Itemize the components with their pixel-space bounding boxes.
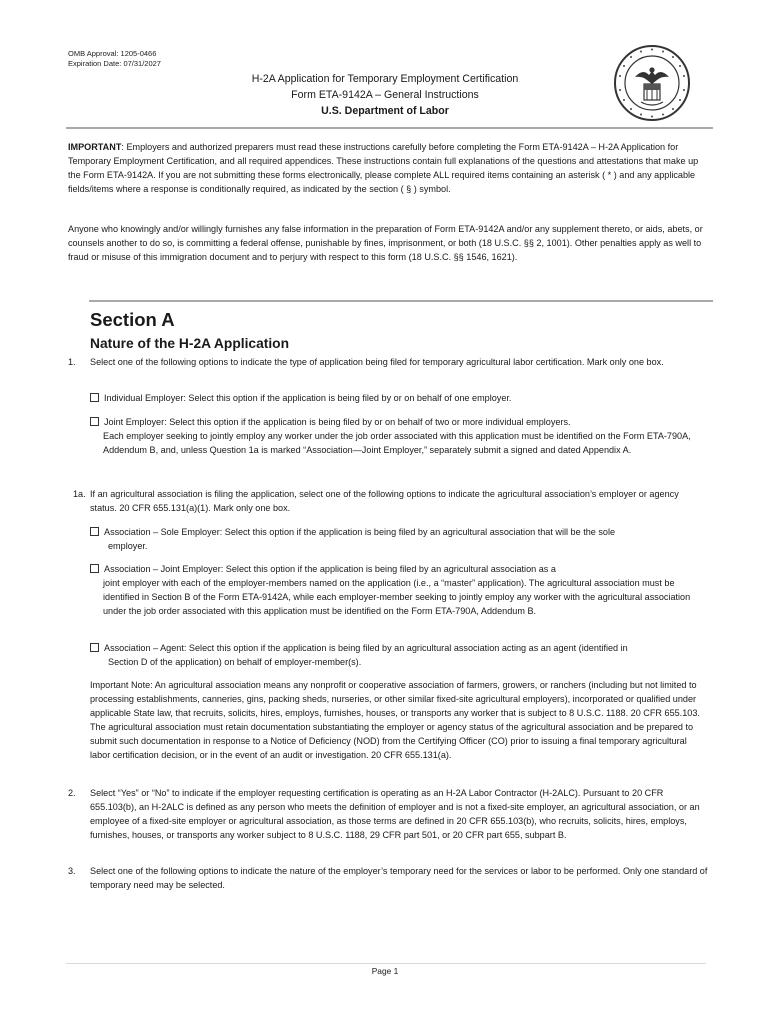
option-description: joint employer with each of the employer-members named on the application (i.e., a “master” application). The agricultural association must be identified in Section B of the Form ETA-9142A, while each employer-member seeking to jointly employ any worker with the agricultural association under the job order associated with this application must be identified on the Form ETA-790A, Addendum B. — [103, 578, 691, 616]
important-notice — [68, 140, 706, 196]
question-3-number: 3. — [68, 866, 76, 876]
checkbox-individual-employer[interactable] — [90, 393, 99, 402]
question-2-text: Select “Yes” or “No” to indicate if the employer requesting certification is operating as an H-2A Labor Contractor (H-2ALC). Pursuant to 20 CFR 655.103(b), an H-2ALC is defined as any person who meets the definition of employer and is not a fixed-site employer, an agricultural association, or an employee of a fixed-site employer or agricultural association, as those terms are defined in 20 CFR 655.103(b), who recruits, solicits, hires, employs, furnishes, houses, or transports any worker subject to 8 U.S.C. 1188, 29 CFR part 501, or 20 CFR part 655, subpart B. — [90, 788, 700, 840]
question-1-text: Select one of the following options to indicate the type of application being filed for temporary agricultural labor certification. Mark only one box. — [90, 357, 664, 367]
option-association-sole-employer[interactable] — [90, 525, 708, 553]
question-1a-text: If an agricultural association is filing the application, select one of the following options to indicate the agricultural association’s employer or agency status. 20 CFR 655.131(a)(1). Mark only one box. — [90, 489, 679, 513]
question-1a-number: 1a. — [73, 489, 86, 499]
omb-info — [68, 49, 161, 69]
important-label: IMPORTANT — [68, 142, 122, 152]
important-note: Important Note: An agricultural association means any nonprofit or cooperative association of farmers, growers, or ranchers (including but not limited to processing establishments, canneries, gins, packing sheds, nurseries, or other similar fixed-site agricultural employers), incorporated or qualified under applicable State law, that recruits, solicits, hires, employs, furnishes, houses, or transports any worker that is subject to 8 U.S.C. 1188. 20 CFR 655.103. The agricultural association must retain documentation substantiating the employer or agency status of the agricultural association and be prepared to submit such documentation in response to a Notice of Deficiency (NOD) from the Certifying Officer (CO) prior to issuing a final temporary agricultural labor certification decision, or in the event of an audit or investigation. 20 CFR 655.131(a). — [90, 680, 700, 760]
checkbox-joint-employer[interactable] — [90, 417, 99, 426]
option-association-joint-employer[interactable] — [90, 562, 708, 618]
option-label: Association – Joint Employer: Select this option if the application is being filed by an agricultural association as a — [104, 564, 556, 574]
form-title: H-2A Application for Temporary Employment Certification — [251, 73, 519, 85]
section-subtitle: Nature of the H-2A Application — [90, 336, 290, 351]
option-label: Joint Employer: Select this option if the application is being filed by or on behalf of two or more individual employers. — [104, 417, 571, 427]
header-divider — [66, 127, 713, 129]
important-text: : Employers and authorized preparers must read these instructions carefully before completing the Form ETA-9142A – H-2A Application for Temporary Employment Certification, and all required appendices. These instructions contain full explanations of the questions and attestations that make up the Form ETA-9142A. If you are not submitting these forms electronically, please complete ALL required items containing an asterisk ( * ) and any applicable fields/items where a response is conditionally required, as indicated by the section ( § ) symbol. — [68, 142, 699, 194]
penalty-notice: Anyone who knowingly and/or willingly furnishes any false information in the preparation of Form ETA-9142A and/or any supplement thereto, or aids, abets, or counsels another to do so, is committing a federal offense, punishable by fines, imprisonment, or both (18 U.S.C. §§ 2, 1001). Other penalties apply as well to fraud or misuse of this immigration document and to perjury with respect to this form (18 U.S.C. §§ 1546, 1621). — [68, 224, 703, 262]
form-subtitle: Form ETA-9142A – General Instructions — [291, 89, 479, 101]
option-description: Each employer seeking to jointly employ any worker under the job order associated with this application must be identified on the Form ETA-790A, Addendum B, and, unless Question 1a is marked “Association—Joint Employer,” separately submit a signed and dated Appendix A. — [103, 431, 691, 455]
option-individual-employer[interactable] — [90, 391, 708, 405]
document-title — [160, 71, 610, 119]
section-title: Section A — [90, 309, 175, 330]
footer-divider — [66, 963, 706, 964]
option-joint-employer[interactable] — [90, 415, 708, 457]
option-label: Association – Agent: Select this option if the application is being filed by an agricultural association acting as an agent (identified in — [104, 643, 628, 653]
question-2-number: 2. — [68, 788, 76, 798]
expiration-date: Expiration Date: 07/31/2027 — [68, 59, 161, 68]
option-description: Section D of the application) on behalf of employer-member(s). — [108, 657, 362, 667]
checkbox-association-joint-employer[interactable] — [90, 564, 99, 573]
question-3-text: Select one of the following options to indicate the nature of the employer’s temporary need for the services or labor to be performed. Only one standard of temporary need may be selected. — [90, 866, 708, 890]
option-label: Individual Employer: Select this option if the application is being filed by or on behalf of one employer. — [104, 393, 512, 403]
omb-approval-number: OMB Approval: 1205-0466 — [68, 49, 157, 58]
option-description: employer. — [108, 541, 148, 551]
checkbox-association-sole-employer[interactable] — [90, 527, 99, 536]
department-of-labor-seal-icon — [613, 44, 691, 122]
section-divider — [89, 300, 713, 302]
checkbox-association-agent[interactable] — [90, 643, 99, 652]
page-number: Page 1 — [371, 966, 399, 976]
option-association-agent[interactable] — [90, 641, 708, 669]
option-label: Association – Sole Employer: Select this option if the application is being filed by an agricultural association that will be the sole — [104, 527, 616, 537]
question-1-number: 1. — [68, 357, 76, 367]
department-name: U.S. Department of Labor — [321, 105, 449, 117]
